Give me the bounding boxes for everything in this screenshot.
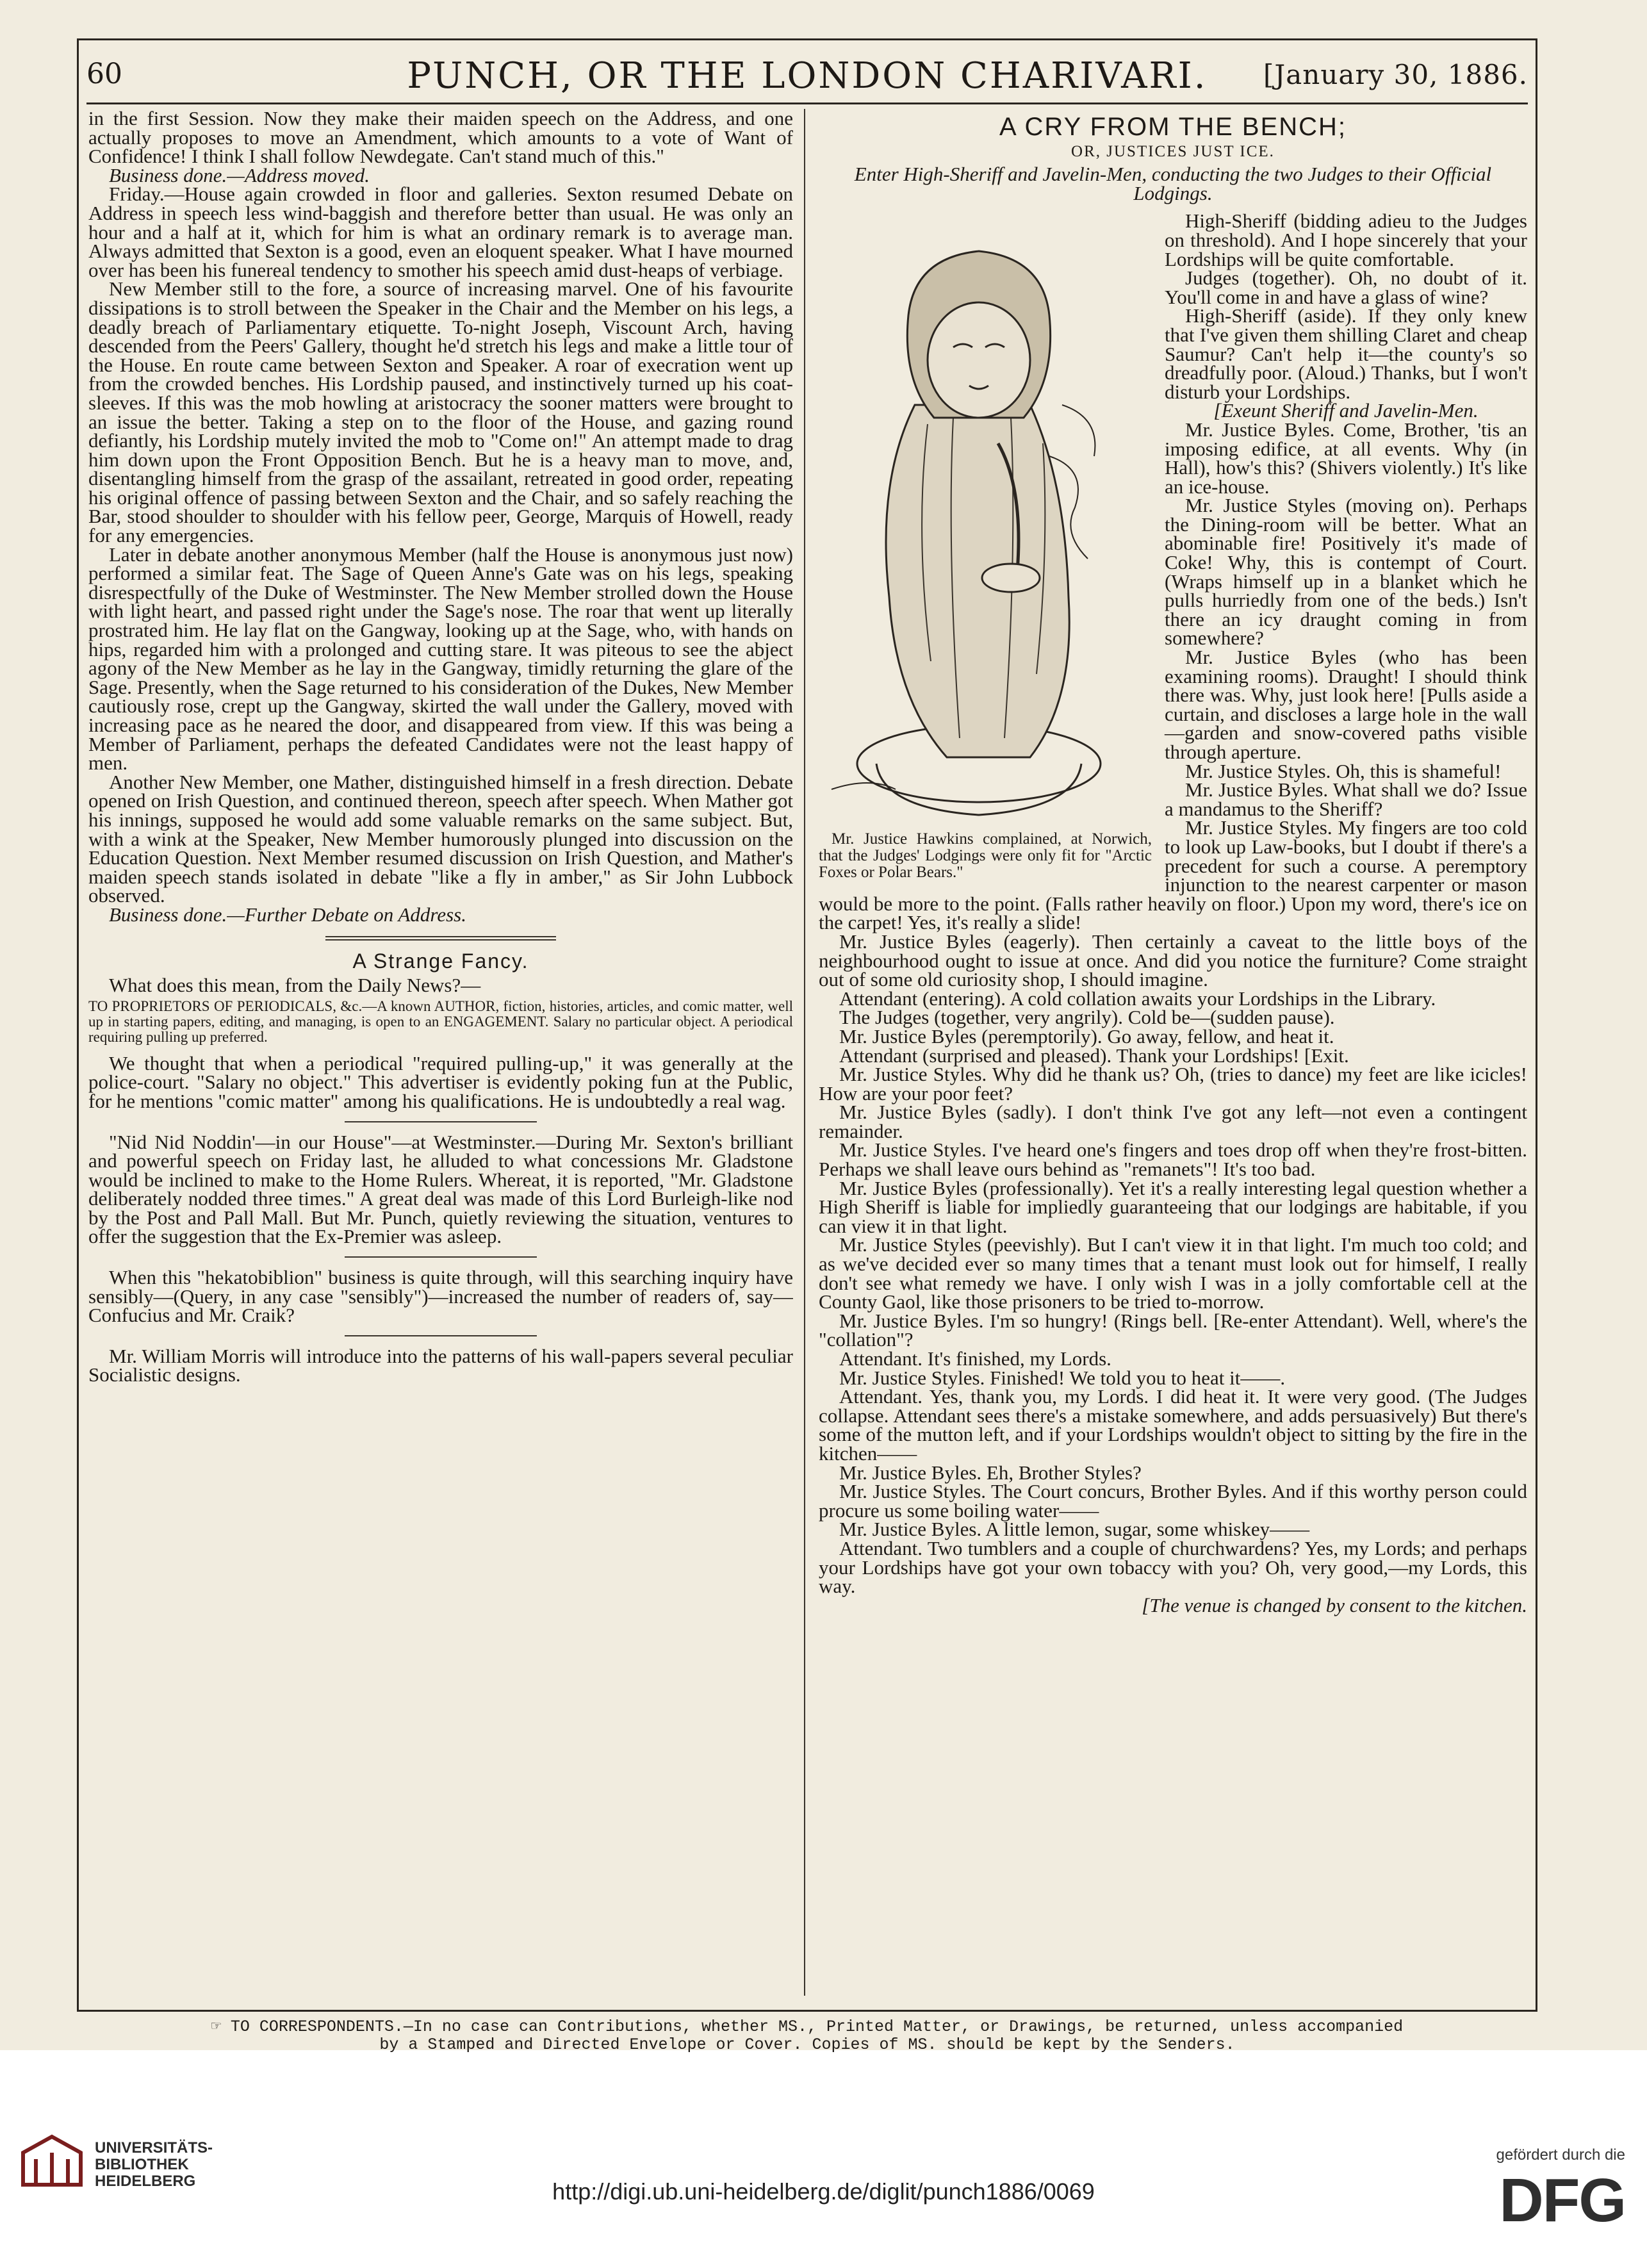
paragraph: Later in debate another anonymous Member (half the House is anonymous just now) performed a similar feat. The Sage of Queen Anne's Gate was on his legs, speaking disrespectfully of the Duke of Westminster. The New Member strolled down the House with light heart, and passed right under the Sage's nose. The roar that went up literally prostrated him. He lay flat on the Gangway, looking up at the Sage, who, with hands on hips, regarded him with a prolonged and cutting stare. It was piteous to see the abject agony of the New Member as he lay in the Gangway, timidly returning the glare of the Sage. Presently, when the Sage returned to his consideration of the Dukes, New Member cautiously rose, crept up the Gangway, skirted the wall under the Gallery, moved with increasing pace as he neared the door, and disappeared from view. If this was being a Member of Parliament, perhaps the defeated Candidates were not the least happy of men. <box>88 543 793 775</box>
section-rule <box>325 936 556 941</box>
issue-date: [January 30, 1886. <box>1263 59 1528 90</box>
library-name: UNIVERSITÄTS- BIBLIOTHEK HEIDELBERG <box>95 2139 213 2190</box>
article-subtitle: OR, JUSTICES JUST ICE. <box>1071 142 1275 160</box>
illustration-caption: Mr. Justice Hawkins complained, at Norwich, that the Judges' Lodgings were only fit for "Arctic Foxes or Polar Bears." <box>819 830 1152 881</box>
column-divider <box>804 109 805 1996</box>
notice-line: by a Stamped and Directed Envelope or Cover. Copies of MS. should be kept by the Senders. <box>379 2035 1235 2054</box>
dialogue-line: Mr. Justice Byles (who has been examining rooms). Draught! I should think there was. Why, just look here! [Pulls aside a curtain, and discloses a large hole in the wall—garden and snow-covered paths visible through aperture. <box>1165 646 1527 763</box>
dialogue-line: The Judges (together, very angrily). Cold be—(sudden pause). <box>839 1006 1335 1029</box>
publication-title: PUNCH, OR THE LONDON CHARIVARI. <box>407 55 1208 97</box>
dialogue-line: Mr. Justice Byles. What shall we do? Issue a mandamus to the Sheriff? <box>1165 778 1527 820</box>
dialogue-line: Mr. Justice Styles. I've heard one's fingers and toes drop off when they're frost-bitten. Perhaps we shall leave ours behind as "remanets"! It's too bad. <box>819 1138 1527 1181</box>
dialogue-line: Attendant. It's finished, my Lords. <box>839 1347 1111 1370</box>
quoted-advertisement: TO PROPRIETORS OF PERIODICALS, &c.—A known AUTHOR, fiction, histories, articles, and comic matter, well up in starting papers, editing, and managing, is open to an ENGAGEMENT. Salary no particular object. A periodical requiring pulling up preferred. <box>88 998 793 1045</box>
dialogue-line: Mr. Justice Styles. Why did he thank us? Oh, (tries to dance) my feet are like icicles! How are your poor feet? <box>819 1063 1527 1105</box>
paragraph: in the first Session. Now they make their maiden speech on the Address, and one actually proposes to move an Amendment, which amounts to a vote of Want of Confidence! I think I shall follow Newdegate. Can't stand much of this." <box>88 109 793 168</box>
dialogue-line: Attendant. Yes, thank you, my Lords. I did heat it. It were very good. (The Judges collapse. Attendant sees there's a mistake somewhere, and adds persuasively) But there's some of the mutton left, and if your Lordships wouldn't object to sitting by the fire in the kitchen—— <box>819 1385 1527 1465</box>
dialogue-line: Mr. Justice Byles (professionally). Yet it's a really interesting legal question whether a High Sheriff is liable for impliedly guaranteeing that our lodgings are habitable, if you can view it in that light. <box>819 1176 1527 1237</box>
dfg-logo: DFG <box>1499 2166 1625 2235</box>
article-title: A CRY FROM THE BENCH; <box>999 113 1347 141</box>
stage-direction: [The venue is changed by consent to the kitchen. <box>1142 1593 1527 1616</box>
dialogue-line: Attendant. Two tumblers and a couple of churchwardens? Yes, my Lords; and perhaps your Lordships have got your own tobaccy with you? Oh, very good,—my Lords, this way. <box>819 1536 1527 1598</box>
dialogue-line: Mr. Justice Byles (eagerly). Then certainly a caveat to the little boys of the neighbourhood ought to issue at once. And did you notice the furniture? Come straight out of some old curiosity shop, I should imagine. <box>819 930 1527 991</box>
dialogue-line: Mr. Justice Styles. My fingers are too cold to look up Law-books, but I doubt if there's a precedent for such a course. A peremptory injunction to the nearest carpenter or mason would be more to the point. (Falls rather heavily on floor.) Upon my word, there's ice on the carpet! Yes, it's really a slide! <box>819 816 1527 934</box>
dialogue-line: Mr. Justice Byles. Come, Brother, 'tis an imposing edifice, at all events. Why (in Hall), how's this? (Shivers violently.) It's like an ice-house. <box>1165 418 1527 498</box>
divider <box>345 1256 537 1258</box>
dialogue-line: Mr. Justice Byles. Eh, Brother Styles? <box>839 1461 1142 1484</box>
paragraph: "Nid Nid Noddin'—in our House"—at Westminster.—During Mr. Sexton's brilliant and powerful speech on Friday last, he alluded to what concessions Mr. Gladstone would be inclined to make to the Home Rulers. Whereat, it is reported, "Mr. Gladstone deliberately nodded three times." A great deal was made of this Lord Burleigh-like nod by the Post and Pall Mall. But Mr. Punch, quietly reviewing the situation, ventures to offer the suggestion that the Ex-Premier was asleep. <box>88 1130 793 1248</box>
dialogue-line: Mr. Justice Styles. Finished! We told you to heat it——. <box>839 1366 1286 1389</box>
dialogue-line: Mr. Justice Byles. I'm so hungry! (Rings bell. [Re-enter Attendant). Well, where's the "collation"? <box>819 1309 1527 1351</box>
dialogue-line: Mr. Justice Byles. A little lemon, sugar, some whiskey—— <box>839 1518 1310 1541</box>
paragraph: What does this mean, from the Daily News?— <box>109 974 481 997</box>
illustration-block <box>819 213 1152 881</box>
pointing-hand-icon: ☞ <box>211 2017 231 2036</box>
dialogue-line: Mr. Justice Byles (peremptorily). Go away, fellow, and heat it. <box>839 1024 1334 1048</box>
masthead <box>86 51 1528 104</box>
dialogue-line: Attendant (surprised and pleased). Thank your Lordships! [Exit. <box>839 1044 1349 1067</box>
paragraph: Mr. William Morris will introduce into the patterns of his wall-papers several peculiar Socialistic designs. <box>88 1344 793 1386</box>
section-heading: A Strange Fancy. <box>352 949 529 973</box>
paragraph: We thought that when a periodical "required pulling-up," it was generally at the police-court. "Salary no object." This advertiser is evidently poking fun at the Public, for he mentions "comic matter" among his qualifications. He is undoubtedly a real wag. <box>88 1051 793 1112</box>
source-url-link[interactable]: http://digi.ub.uni-heidelberg.de/diglit/punch1886/0069 <box>552 2178 1095 2205</box>
correspondents-notice <box>86 2018 1528 2057</box>
paragraph: New Member still to the fore, a source of increasing marvel. One of his favourite dissipations is to stroll between the Speaker in the Chair and the Member on his legs, a deadly breach of Parliamentary etiquette. To-night Joseph, Viscount Arch, having descended from the Peers' Gallery, thought he'd stretch his legs and make a little tour of the House. En route came between Sexton and Speaker. A roar of execration went up from the crowded benches. His Lordship paused, and instinctively turned up his coat-sleeves. If this was the mob howling at aristocracy the sooner matters were brought to an issue the better. Taking a step on to the floor of the House, and gazing round defiantly, his Lordship mutely invited the mob to "Come on!" An attempt made to drag him down upon the Front Opposition Bench. But he is a heavy man to move, and, disentangling himself from the grasp of the assailant, retreated in good order, repeating his original offence of passing between Sexton and the Chair, and so safely reaching the Bar, stood shoulder to shoulder with his fellow peer, George, Marquis of Howell, ready for any emergencies. <box>88 277 793 547</box>
dialogue-line: Mr. Justice Styles. Oh, this is shameful! <box>1185 759 1502 782</box>
dialogue-line: Judges (together). Oh, no doubt of it. You'll come in and have a glass of wine? <box>1165 267 1527 308</box>
dialogue-line: High-Sheriff (bidding adieu to the Judges on threshold). And I hope sincerely that your Lordships will be quite comfortable. <box>1165 210 1527 270</box>
dialogue-line: High-Sheriff (aside). If they only knew that I've given them shilling Claret and cheap Saumur? Can't help it—the county's so dreadfully poor. (Aloud.) Thanks, but I won't disturb your Lordships. <box>1165 304 1527 403</box>
notice-line: ☞ TO CORRESPONDENTS.—In no case can Contributions, whether MS., Printed Matter, or Drawings, be returned, unless accompanied <box>211 2017 1404 2036</box>
paragraph: Another New Member, one Mather, distinguished himself in a fresh direction. Debate opened on Irish Question, and continued thereon, speech after speech. When Mather got his innings, supposed he would add some valuable remarks on the same subject. But, with a wink at the Speaker, New Member humorously plunged into discussion on the Education Question. Next Member resumed discussion on Irish Question, and Mather's maiden speech stands isolated in debate "like a fly in amber," as Sir John Lubbock observed. <box>88 770 793 907</box>
library-banner <box>0 2063 1647 2268</box>
paragraph: When this "hekatobiblion" business is quite through, will this searching inquiry have sensibly—(Query, in any case "sensibly")—increased the number of readers of, say—Confucius and Mr. Craik? <box>88 1266 793 1327</box>
left-column <box>88 109 793 1996</box>
divider <box>345 1121 537 1122</box>
dialogue-line: Mr. Justice Styles. The Court concurs, Brother Byles. And if this worthy person could procure us some boiling water—— <box>819 1480 1527 1522</box>
dialogue-line: Mr. Justice Byles (sadly). I don't think I've got any left—not even a contingent remainder. <box>819 1101 1527 1142</box>
divider <box>345 1335 537 1336</box>
stage-direction: [Exeunt Sheriff and Javelin-Men. <box>1213 399 1479 422</box>
page-number: 60 <box>86 58 122 90</box>
right-column <box>819 109 1527 1996</box>
funding-note: gefördert durch die <box>1496 2146 1625 2164</box>
judge-in-blanket-illustration <box>819 213 1139 828</box>
stage-direction: Enter High-Sheriff and Javelin-Men, conducting the two Judges to their Official Lodgings. <box>854 163 1492 204</box>
business-done: Business done.—Address moved. <box>109 163 370 186</box>
dialogue-line: Attendant (entering). A cold collation awaits your Lordships in the Library. <box>839 987 1436 1010</box>
dialogue-line: Mr. Justice Styles (moving on). Perhaps the Dining-room will be better. What an abominable fire! Positively it's made of Coke! Why, this is contempt of Court. (Wraps himself up in a blanket which he pulls hurriedly from one of the beds.) Isn't there an icy draught coming in from somewhere? <box>1165 494 1527 650</box>
business-done: Business done.—Further Debate on Address. <box>109 903 466 926</box>
dialogue-line: Mr. Justice Styles (peevishly). But I can't view it in that light. I'm much too cold; and as we've decided ever so many times that a tenant must look out for himself, I really don't see what remedy we have. I only wish I was in a jolly comfortable cell at the County Gaol, like those prisoners to be tried to-morrow. <box>819 1233 1527 1313</box>
paragraph: Friday.—House again crowded in floor and galleries. Sexton resumed Debate on Address in speech less wind-baggish and therefore better than usual. He was only an hour and a half at it, which for him is what an ordinary remark is to average man. Always admitted that Sexton is a good, even an eloquent speaker. What I have mourned over has been his funereal tendency to smother his speech amid dust-heaps of verbiage. <box>88 183 793 281</box>
